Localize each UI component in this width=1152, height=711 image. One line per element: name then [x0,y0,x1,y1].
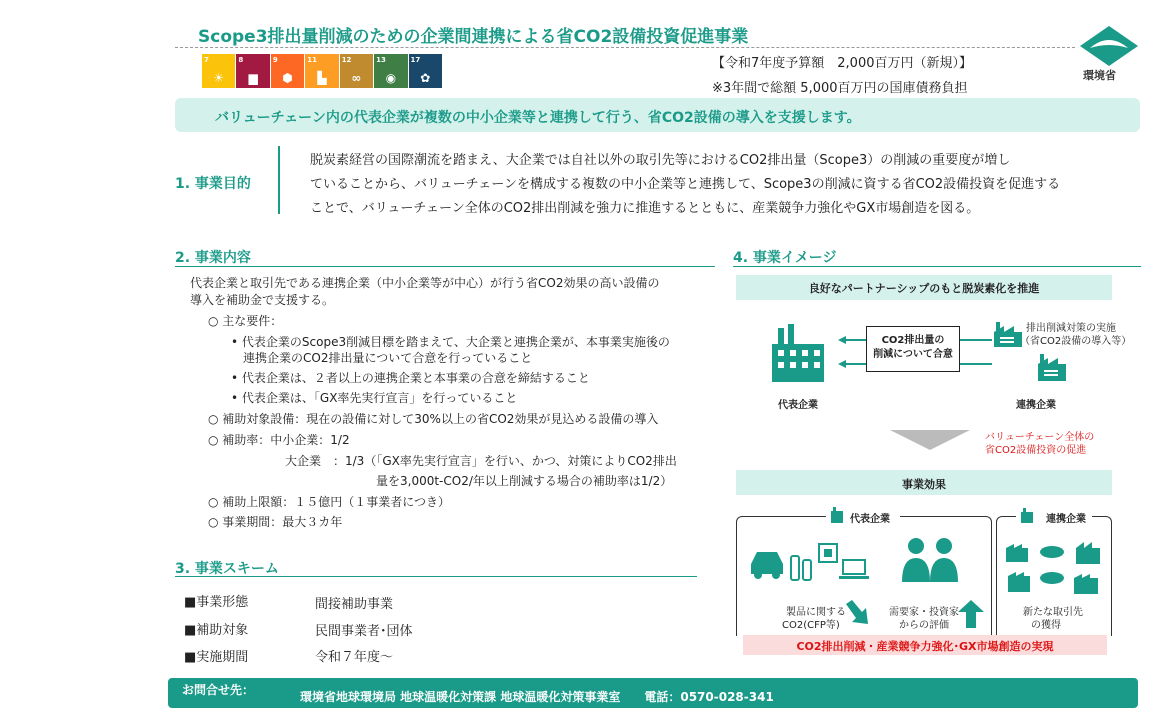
products-icon [747,538,877,584]
scheme-value-2: 民間事業者･団体 [315,624,413,639]
sdg-number: 11 [307,56,318,64]
contact-label: お問合せ先： [182,683,255,697]
partnership-text: 良好なパートナーシップのもと脱炭素化を推進 [808,282,1040,295]
partner-label: 連携企業 [1016,400,1056,411]
investor-text-2: からの評価 [899,620,949,631]
sdg-number: 13 [376,56,386,64]
effect-rep-label: 代表企業 [850,514,890,525]
rep-small-factory-icon [830,507,844,523]
growth-chart-icon: ▆ [248,71,258,85]
measure-text-1: 排出削減対策の実施 [1026,323,1116,334]
sdg-tile-9 [271,54,304,88]
section4-rule [733,266,1141,267]
scheme-value-3: 令和７年度～ [315,650,394,665]
effect-partner-label: 連携企業 [1046,514,1086,525]
factory-icon [768,322,830,384]
content-intro-1: 代表企業と取引先である連携企業（中小企業等が中心）が行う省CO2効果の高い設備の [190,276,660,290]
sdg-tile-17 [409,54,442,88]
agreement-text-1: CO2排出量の [881,335,945,346]
section1-title: 1. 事業目的 [175,176,251,192]
page-title: Scope3排出量削減のための企業間連携による省CO2設備投資促進事業 [198,27,749,47]
subsidy-rate-large-1: 大企業 ：1/3（「GX率先実行宣言」を行い、かつ、対策によりCO2排出 [285,454,677,468]
product-text-1: 製品に関する [786,607,846,618]
section1-divider [278,146,280,214]
requirement-1b: 連携企業のCO2排出量について合意を行っていること [243,351,533,365]
scheme-label-3: ■実施期間 [184,650,249,665]
contact-text: 環境省地球環境局 地球温暖化対策課 地球温暖化対策事業室 電話：0570-028-341 [300,690,774,704]
sun-icon: ☀ [213,71,225,85]
requirements-title: ○ 主な要件： [208,314,283,328]
scheme-label-1: ■事業形態 [184,595,249,610]
section3-title: 3. 事業スキーム [175,561,279,577]
result-text: CO2排出削減・産業競争力強化･GX市場創造の実現 [796,640,1054,653]
measure-text-2: （省CO2設備の導入等） [1020,336,1132,347]
sdg-number: 8 [238,56,244,64]
section4-title: 4. 事業イメージ [733,250,837,266]
sdg-icons [202,54,442,88]
scheme-label-2: ■補助対象 [184,623,249,638]
effect-title: 事業効果 [902,478,946,491]
investors-icon [898,534,964,586]
content-intro-2: 導入を補助金で支援する。 [190,293,335,307]
purpose-line-3: ことで、バリューチェーン全体のCO2排出削減を強力に推進するとともに、産業競争力強化やGX市場創造を図る。 [310,201,980,216]
sdg-tile-12 [340,54,373,88]
agreement-text-2: 削減について合意 [873,349,953,360]
valuechain-text-2: 省CO2設備投資の促進 [985,445,1087,456]
sdg-number: 12 [341,56,352,64]
ministry-logo-text: 環境省 [1083,69,1116,82]
handshake-icon [1004,534,1104,596]
requirement-2: • 代表企業は、２者以上の連携企業と本事業の合意を締結すること [231,371,590,385]
requirement-3: • 代表企業は、「GX率先実行宣言」を行っていること [231,391,518,405]
down-right-arrow-icon [844,600,872,626]
requirement-1a: • 代表企業のScope3削減目標を踏まえて、大企業と連携企業が、本事業実施後の [231,335,670,349]
flower-icon: ✿ [420,71,431,85]
sdg-tile-8 [236,54,269,88]
representative-label: 代表企業 [778,400,818,411]
up-arrow-icon [958,600,984,628]
sdg-tile-7 [202,54,235,88]
investor-text-1: 需要家・投資家 [889,607,959,618]
section2-title: 2. 事業内容 [175,250,251,266]
partner-small-factory-icon [1020,507,1034,523]
purpose-line-1: 脱炭素経営の国際潮流を踏まえ、大企業では自社以外の取引先等におけるCO2排出量（Scope3）の削減の重要度が増し [310,153,1011,168]
newbiz-text-2: の獲得 [1031,620,1061,631]
agreement-box [866,326,960,372]
section2-rule [175,266,715,267]
section3-rule [175,576,697,577]
summary-banner-text: バリューチェーン内の代表企業が複数の中小企業等と連携して行う、省CO2設備の導入を支援します。 [215,110,861,126]
budget-line: 【令和7年度予算額 2,000百万円（新規）】 [712,56,972,71]
cubes-icon: ⬢ [282,71,293,85]
subsidy-rate: ○ 補助率：中小企業：1/2 [208,433,350,447]
target-equipment: ○ 補助対象設備：現在の設備に対して30%以上の省CO2効果が見込める設備の導入 [208,412,659,426]
subsidy-limit: ○ 補助上限額：１５億円（１事業者につき） [208,495,451,509]
title-divider [175,47,1075,48]
sdg-number: 9 [272,56,278,64]
newbiz-text-1: 新たな取引先 [1023,607,1083,618]
sdg-number: 17 [410,56,421,64]
sdg-tile-13 [374,54,407,88]
down-arrow-icon [890,430,970,450]
sdg-number: 7 [204,56,209,64]
eye-globe-icon: ◉ [385,71,397,85]
infinity-icon: ∞ [351,71,362,85]
budget-note: ※3年間で総額 5,000百万円の国庫債務負担 [712,81,968,96]
city-icon: ▙ [317,71,327,85]
project-period: ○ 事業期間：最大３カ年 [208,515,343,529]
purpose-line-2: ていることから、バリューチェーンを構成する複数の中小企業等と連携して、Scope3の削減に資する省CO2設備投資を促進する [310,177,1061,192]
product-text-2: CO2(CFP等) [782,620,840,631]
partner-factory-icon-2 [1036,352,1068,382]
scheme-value-1: 間接補助事業 [315,597,394,612]
sdg-tile-11 [305,54,338,88]
subsidy-rate-large-2: 量を3,000t-CO2/年以上削減する場合の補助率は1/2） [376,474,673,488]
valuechain-text-1: バリューチェーン全体の [985,432,1095,443]
